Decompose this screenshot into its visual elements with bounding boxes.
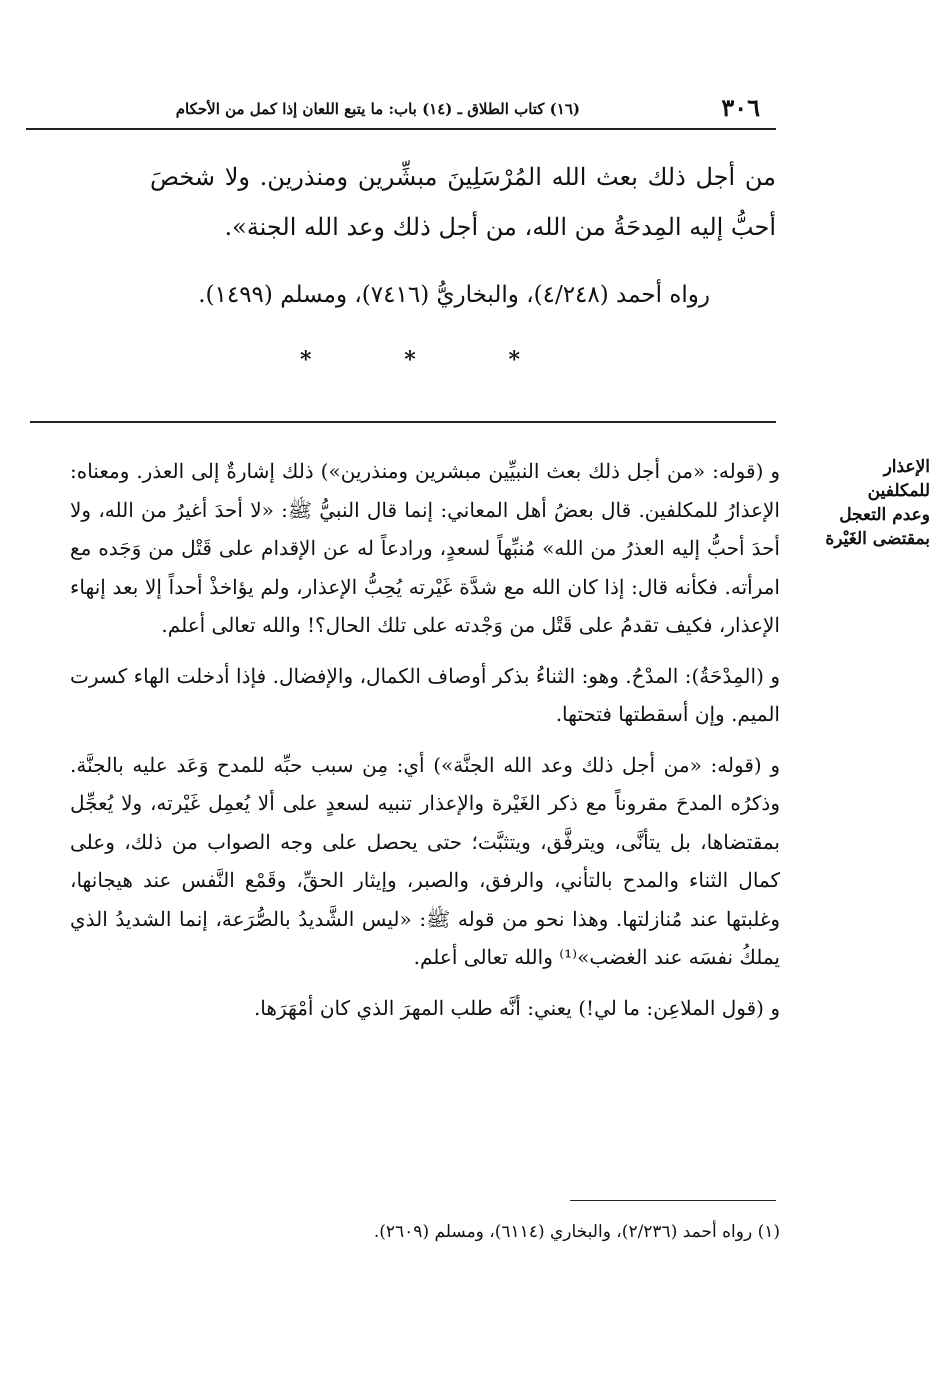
margin-note-line: وعدم التعجل	[839, 505, 930, 525]
header-rule	[26, 128, 776, 130]
separator-star: *	[404, 347, 416, 373]
footnote: (١) رواه أحمد (٢/٢٣٦)، والبخاري (٦١١٤)، ومسلم (٢٦٠٩).	[373, 1222, 780, 1242]
margin-note-line: الإعذار	[883, 457, 930, 477]
hadith-narration: رواه أحمد (٤/٢٤٨)، والبخاريُّ (٧٤١٦)، ومسلم (١٤٩٩).	[198, 282, 710, 308]
commentary-paragraph: و (قوله: «من أجل ذلك وعد الله الجنَّة») أي: مِن سبب حبِّه للمدح وَعَد عليه بالجنَّة. وذكرُه المدحَ مقروناً مع ذكر الغَيْرة والإعذار تنبيه لسعدٍ على ألا يُعمِل غَيْرته، ولا يُعجِّل بمقتضاها، بل يتأنَّى، ويترفَّق، ويتثبَّت؛ حتى يحصل على وجه الصواب من ذلك، وعلى كمال الثناء والمدح بالتأني، والرفق، والصبر، وإيثار الحقِّ، وقَمْع النَّفس عند هيجانها، وغلبتها عند مُنازلتها. وهذا نحو من قوله ﷺ: «ليس الشَّديدُ بالصُّرَعة، إنما الشديدُ الذي يملكُ نفسَه عند الغضب»⁽¹⁾ والله تعالى أعلم.	[70, 752, 780, 969]
separator-star: *	[300, 347, 312, 373]
separator-star: *	[508, 347, 520, 373]
margin-note-line: للمكلفين	[867, 481, 930, 501]
commentary-paragraph: و (قوله: «من أجل ذلك بعث النبيِّين مبشرين ومنذرين») ذلك إشارةٌ إلى العذر. ومعناه: الإعذارُ للمكلفين. قال بعضُ أهل المعاني: إنما قال النبيُّ ﷺ: «لا أحدَ أغيرُ من الله، ولا أحدَ أحبُّ إليه العذرُ من الله» مُنبِّهاً لسعدٍ، ورادعاً له عن الإقدام على قَتْل من وَجَده مع امرأته. فكأنه قال: إذا كان الله مع شدَّة غَيْرته يُحِبُّ الإعذار، ولم يؤاخذْ أحداً إلا بعد إنهاء الإعذار، فكيف تقدمُ على قَتْل من وَجْدته على تلك الحال؟! والله تعالى أعلم.	[70, 459, 780, 637]
star-separator	[300, 340, 520, 380]
commentary-paragraph: و (المِدْحَةُ): المدْحُ. وهو: الثناءُ بذكر أوصاف الكمال، والإفضال. فإذا أدخلت الهاء كسرت الميم. وإن أسقطتها فتحتها.	[70, 663, 780, 726]
margin-note-line: بمقتضى الغَيْرة	[825, 529, 930, 549]
running-title: (١٦) كتاب الطلاق ـ (١٤) باب: ما يتبع اللعان إذا كمل من الأحكام	[175, 100, 580, 118]
margin-note	[790, 455, 930, 551]
page-header	[160, 94, 760, 124]
hadith-text: من أجل ذلك بعث الله المُرْسَلِينَ مبشِّرين ومنذرين. ولا شخصَ أحبُّ إليه المِدحَةُ من الله، من أجل ذلك وعد الله الجنة».	[150, 163, 777, 241]
commentary-paragraph: و (قول الملاعِن: ما لي!) يعني: أنَّه طلب المهرَ الذي كان أمْهَرَها.	[253, 995, 780, 1020]
section-rule	[30, 421, 776, 423]
footnote-rule	[570, 1200, 776, 1201]
page-number: ٣٠٦	[721, 93, 760, 122]
commentary	[70, 452, 780, 1027]
